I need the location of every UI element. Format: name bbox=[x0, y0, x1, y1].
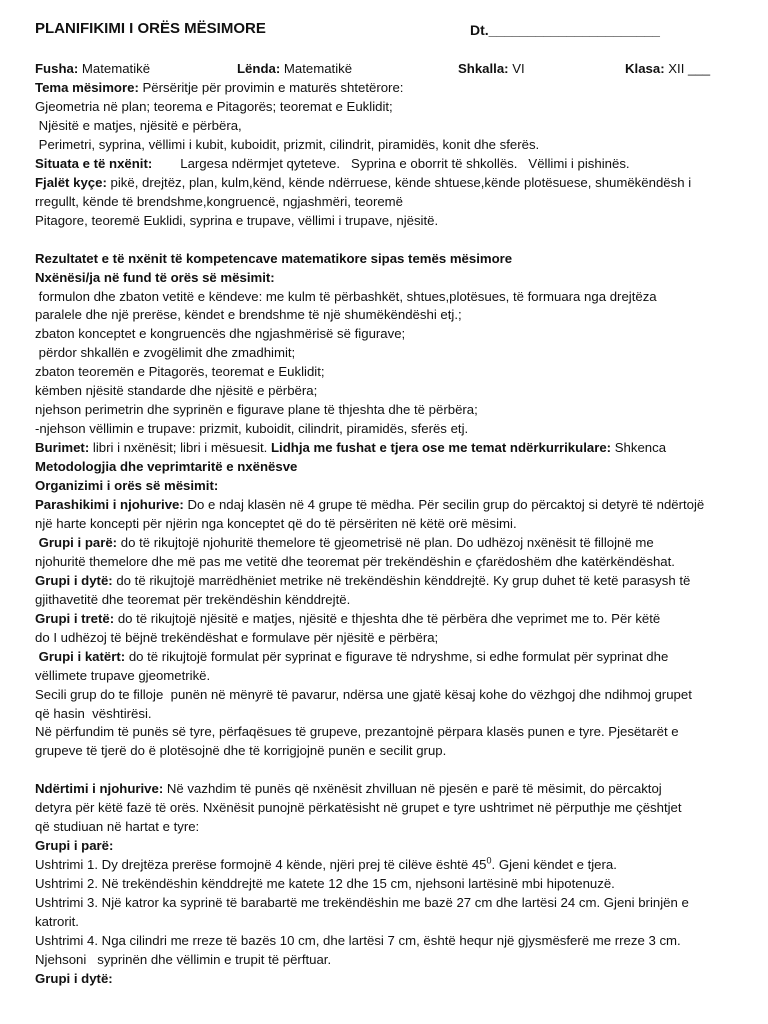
grupi-3-line-2: do I udhëzoj të bëjnë trekëndëshat e formulave për njësitë e përbëra; bbox=[35, 629, 439, 645]
rezultatet-heading: Rezultatet e të nxënit të kompetencave matematikore sipas temës mësimore bbox=[35, 250, 513, 266]
lenda-field: Lënda: Matematikë bbox=[237, 61, 353, 76]
rezultat-item: formulon dhe zbaton vetitë e këndeve: me kulm të përbashkët, shtues,plotësues, të formuara nga drejtëza bbox=[35, 288, 657, 304]
grupi-2-line-2: gjithavetitë dhe teoremat për trekëndëshin kënddrejtë. bbox=[35, 591, 351, 607]
grupi-4-line-2: vëllimete trupave gjeometrikë. bbox=[35, 667, 211, 683]
ndertimi-line: Ndërtimi i njohurive: Në vazhdim të punës që nxënësit zhvilluan në pjesën e parë të mësimit, do përcaktoj bbox=[35, 781, 662, 797]
secili-line: Secili grup do te filloje punën në mënyrë të pavarur, ndërsa une gjatë kësaj kohe do vëzhgoj dhe ndihmoj grupet bbox=[35, 686, 692, 702]
ndertimi-line-2: detyra për këtë fazë të orës. Nxënësit punojnë përkatësisht në grupet e tyre ushtrimet në përputhje me çështjet bbox=[35, 800, 682, 816]
rezultat-item: njehson perimetrin dhe syprinën e figurave plane të thjeshta dhe të përbëra; bbox=[35, 402, 478, 418]
rezultat-item: zbaton teoremën e Pitagorës, teoremat e Euklidit; bbox=[35, 364, 325, 380]
ushtrimi-3-line-2: katrorit. bbox=[35, 914, 79, 930]
ushtrimi-4-line-2: Njehsoni syprinën dhe vëllimin e trupit të përftuar. bbox=[35, 951, 332, 967]
ushtrimi-2: Ushtrimi 2. Në trekëndëshin kënddrejtë me katete 12 dhe 15 cm, njehsoni lartësinë mbi hipotenuzë. bbox=[35, 876, 615, 892]
document-title: PLANIFIKIMI I ORËS MËSIMORE bbox=[35, 20, 266, 37]
ushtrimet-grupi-2-heading: Grupi i dytë: bbox=[35, 970, 113, 986]
tema-line: Tema mësimore: Përsëritje për provimin e maturës shtetërore: bbox=[35, 80, 404, 95]
klasa-field: Klasa: XII ___ bbox=[625, 61, 711, 76]
tema-line-3: Njësitë e matjes, njësitë e përbëra, bbox=[35, 117, 242, 133]
grupi-4-line: Grupi i katërt: do të rikujtojë formulat për syprinat e figurave të ndryshme, si edhe formulat për syprinat dhe bbox=[35, 648, 669, 664]
info-row bbox=[35, 60, 744, 79]
perfundim-line: Në përfundim të punës së tyre, përfaqësues të grupeve, prezantojnë përpara klasës punen e tyre. Pjesëtarët e bbox=[35, 724, 679, 740]
parashikimi-line: Parashikimi i njohurive: Do e ndaj klasën në 4 grupe të mëdha. Për secilin grup do përcaktoj si detyrë të ndërtojë bbox=[35, 497, 705, 513]
shkalla-field: Shkalla: VI bbox=[458, 61, 525, 76]
rezultatet-subheading: Nxënësi/ja në fund të orës së mësimit: bbox=[35, 269, 275, 285]
grupi-2-line: Grupi i dytë: do të rikujtojë marrëdhëniet metrike në trekëndëshin kënddrejtë. Ky grup duhet të ketë parasysh të bbox=[35, 572, 691, 588]
rezultat-item: zbaton konceptet e kongruencës dhe ngjashmërisë së figurave; bbox=[35, 326, 406, 342]
tema-line-4: Perimetri, syprina, vëllimi i kubit, kuboidit, prizmit, cilindrit, piramidës, konit dhe sferës. bbox=[35, 136, 540, 152]
date-field: Dt.______________________ bbox=[470, 22, 660, 38]
rezultat-item: paralele dhe një prerëse, këndet e brendshme të një shumëkëndëshi etj.; bbox=[35, 307, 462, 323]
header-row bbox=[35, 20, 744, 42]
rezultat-item: -njehson vëllimin e trupave: prizmit, kuboidit, cilindrit, piramidës, sferës etj. bbox=[35, 421, 469, 437]
ndertimi-line-3: që studiuan në hartat e tyre: bbox=[35, 819, 200, 835]
grupi-3-line: Grupi i tretë: do të rikujtojë njësitë e matjes, njësitë e thjeshta dhe të përbëra dhe veprimet me to. Për këtë bbox=[35, 610, 661, 626]
rezultat-item: këmben njësitë standarde dhe njësitë e përbëra; bbox=[35, 383, 318, 399]
metodologjia-heading: Metodologjia dhe veprimtaritë e nxënësve bbox=[35, 459, 298, 475]
organizimi-heading: Organizimi i orës së mësimit: bbox=[35, 478, 219, 494]
ushtrimi-3: Ushtrimi 3. Një katror ka syprinë të barabartë me trekëndëshin me bazë 27 cm dhe lartësi 24 cm. Gjeni brinjën e bbox=[35, 895, 689, 911]
parashikimi-line-2: një harte koncepti për njërin nga konceptet që do të përsëriten në këtë orë mësimi. bbox=[35, 515, 517, 531]
fusha-field: Fusha: Matematikë bbox=[35, 61, 151, 76]
situata-line: Situata e të nxënit: Largesa ndërmjet qyteteve. Syprina e oborrit të shkollës. Vëllimi i pishinës. bbox=[35, 155, 630, 171]
perfundim-line-2: grupeve të tjerë do ë plotësojnë dhe të korrigjojnë punën e secilit grup. bbox=[35, 743, 447, 759]
tema-line-2: Gjeometria në plan; teorema e Pitagorës; teoremat e Euklidit; bbox=[35, 98, 393, 114]
ushtrimi-1: Ushtrimi 1. Dy drejtëza prerëse formojnë 4 kënde, njëri prej të cilëve është $45^0$. Gjeni këndet e tjera. bbox=[35, 855, 617, 873]
grupi-1-line-2: njohuritë themelore dhe më pas me vetitë dhe teoremat për trekëndëshin e çfarëdoshëm dhe katërkëndëshat. bbox=[35, 553, 675, 569]
fjalet-line-2: rregullt, kënde të brendshme,kongruencë, ngjashmëri, teoremë bbox=[35, 193, 403, 209]
fjalet-line-3: Pitagore, teoremë Euklidi, syprina e trupave, vëllimi i trupave, njësitë. bbox=[35, 212, 439, 228]
rezultat-item: përdor shkallën e zvogëlimit dhe zmadhimit; bbox=[35, 345, 296, 361]
grupi-1-line: Grupi i parë: do të rikujtojë njohuritë themelore të gjeometrisë në plan. Do udhëzoj nxënësit të fillojnë me bbox=[35, 534, 654, 550]
ushtrimet-grupi-1-heading: Grupi i parë: bbox=[35, 838, 114, 854]
ushtrimi-4: Ushtrimi 4. Nga cilindri me rreze të bazës 10 cm, dhe lartësi 7 cm, është hequr një gjysmësferë me rreze 3 cm. bbox=[35, 932, 681, 948]
fjalet-line: Fjalët kyçe: pikë, drejtëz, plan, kulm,kënd, kënde ndërruese, kënde shtuese,kënde plotësuese, shumëkëndësh i bbox=[35, 174, 692, 190]
burimet-line: Burimet: libri i nxënësit; libri i mësuesit. Lidhja me fushat e tjera ose me temat ndërkurrikulare: Shkenca bbox=[35, 440, 667, 456]
secili-line-2: që hasin vështirësi. bbox=[35, 705, 152, 721]
